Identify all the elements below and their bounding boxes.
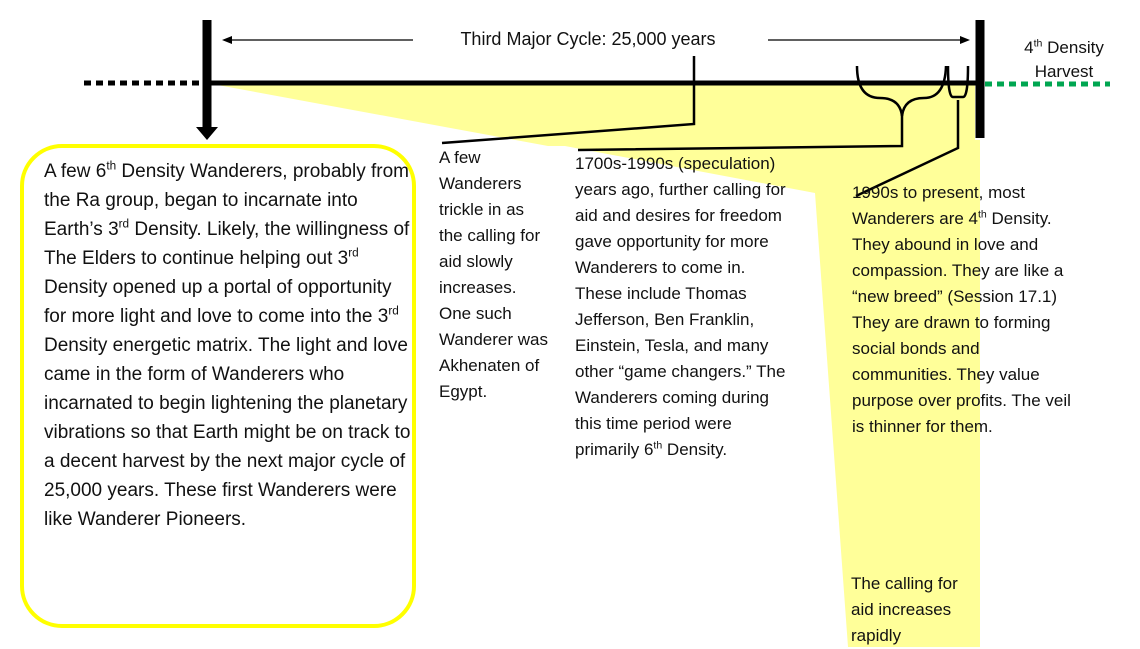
superscript-ordinal: rd xyxy=(118,217,130,231)
harvest-label-number: 4 xyxy=(1024,38,1034,57)
calling-increases-note: The calling for aid increases rapidly xyxy=(851,574,958,645)
cycle-span-label: Third Major Cycle: 25,000 years xyxy=(460,29,716,49)
span-arrowhead-left xyxy=(222,36,232,44)
era-1700s-1990s-note: 1700s-1990s (speculation) years ago, further calling for aid and desires for freedom gave opportunity for more Wanderers to come in. These include Thomas Jefferson, Ben Franklin, Einstein, Tesla, and many other “game changers.” The Wanderers coming during this time period were primarily 6th Density. xyxy=(575,154,786,459)
superscript-ordinal: th xyxy=(653,439,663,452)
harvest-label xyxy=(1016,36,1112,84)
early-wanderers-note: A few Wanderers trickle in as the calling for aid slowly increases. One such Wanderer was Akhenaten of Egypt. xyxy=(439,148,548,401)
superscript-ordinal: th xyxy=(977,208,987,221)
superscript-ordinal: rd xyxy=(348,246,359,260)
superscript-ordinal: th xyxy=(106,159,117,173)
down-arrow-head xyxy=(196,127,218,140)
wanderer-pioneers-text: A few 6th Density Wanderers, probably from the Ra group, began to incarnate into Earth’s 3rd Density. Likely, the willingness of The Elders to continue helping out 3rd Density opened up a portal of opportunity for more light and love to come into the 3rd Density energetic matrix. The light and love came in the form of Wanderers who incarnated to begin lightening the planetary vibrations so that Earth might be on track to a decent harvest by the next major cycle of 25,000 years. These first Wanderers were like Wanderer Pioneers. xyxy=(44,159,411,530)
harvest-label-ordinal: th xyxy=(1033,37,1043,50)
span-arrowhead-right xyxy=(960,36,970,44)
present-wanderers-note: 1990s to present, most Wanderers are 4th Density. They abound in love and compassion. They are like a “new breed” (Session 17.1) They are drawn to forming social bonds and communities. They value purpose over profits. The veil is thinner for them. xyxy=(852,183,1071,436)
harvest-label-text: Density Harvest xyxy=(1034,38,1104,81)
superscript-ordinal: rd xyxy=(388,304,399,318)
